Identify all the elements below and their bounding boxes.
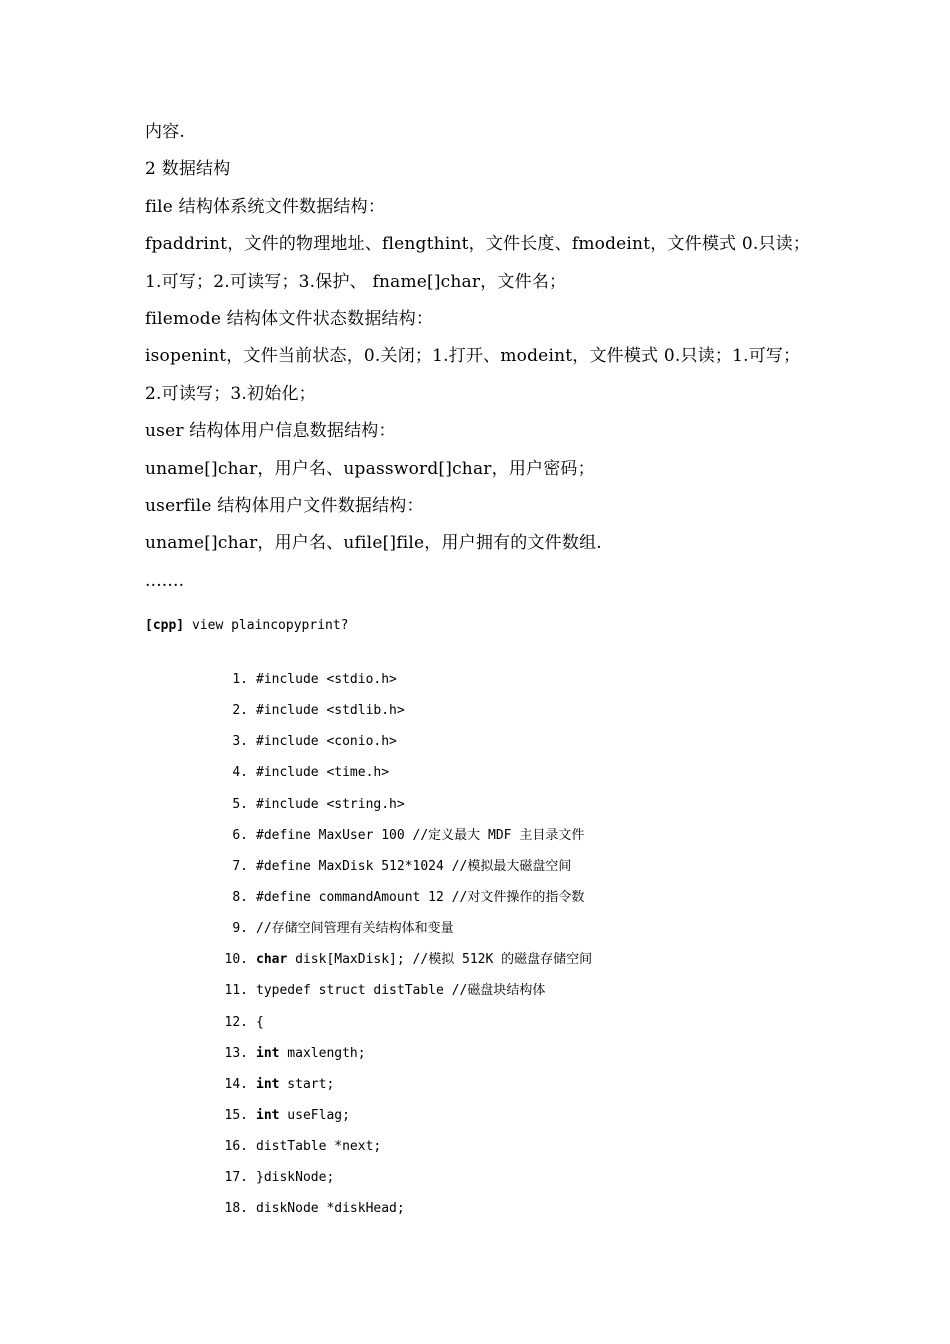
code-line — [200, 975, 592, 1006]
code-line — [200, 820, 592, 851]
line-number: 7. — [232, 858, 248, 874]
code-content: }diskNode; — [256, 1170, 335, 1186]
section-heading: 2 数据结构 — [145, 159, 231, 180]
code-text — [256, 1038, 366, 1069]
code-line — [200, 944, 592, 975]
code-content: #include <time.h> — [256, 765, 390, 781]
line-number: 9. — [232, 921, 248, 937]
code-content: #include <string.h> — [256, 796, 405, 812]
line-number: 10. — [224, 952, 248, 968]
code-text — [256, 664, 397, 695]
line-number: 11. — [224, 983, 248, 999]
code-line — [200, 664, 592, 695]
code-line — [200, 1038, 592, 1069]
code-line — [200, 1131, 592, 1162]
line-number: 16. — [224, 1139, 248, 1155]
line-number: 13. — [224, 1045, 248, 1061]
code-content: #include <conio.h> — [256, 734, 397, 750]
code-line — [200, 913, 592, 944]
code-block-header — [145, 616, 349, 636]
code-content: start; — [279, 1076, 335, 1092]
code-content: distTable *next; — [256, 1139, 382, 1155]
line-number: 4. — [232, 765, 248, 781]
code-content: #define MaxDisk 512*1024 //模拟最大磁盘空间 — [256, 858, 572, 874]
code-text — [256, 851, 571, 882]
code-text — [256, 913, 454, 944]
code-content: maxlength; — [279, 1045, 366, 1061]
code-keyword: int — [256, 1076, 280, 1092]
code-text — [256, 1162, 334, 1193]
code-content: { — [256, 1014, 264, 1030]
paragraph: filemode 结构体文件状态数据结构： — [145, 308, 434, 329]
code-keyword: char — [256, 952, 288, 968]
code-text — [256, 820, 584, 851]
code-text — [256, 1007, 264, 1038]
code-line — [200, 1069, 592, 1100]
code-text — [256, 789, 405, 820]
paragraph: fpaddrint，文件的物理地址、flengthint，文件长度、fmodeint，文件模式 0.只读； — [145, 234, 811, 255]
line-number: 8. — [232, 889, 248, 905]
code-keyword: int — [256, 1045, 280, 1061]
code-text — [256, 882, 584, 913]
paragraph: uname[]char，用户名、ufile[]file，用户拥有的文件数组. — [145, 533, 602, 554]
paragraph: isopenint，文件当前状态，0.关闭；1.打开、modeint，文件模式 0.只读；1.可写； — [145, 346, 801, 367]
code-line — [200, 789, 592, 820]
paragraph: 2.可读写；3.初始化； — [145, 383, 316, 404]
ellipsis: ....... — [145, 570, 185, 591]
code-content: //存储空间管理有关结构体和变量 — [256, 921, 454, 937]
code-line — [200, 1162, 592, 1193]
document-body — [145, 114, 825, 600]
code-line — [200, 726, 592, 757]
code-text — [256, 1131, 381, 1162]
code-text — [256, 975, 545, 1006]
code-text — [256, 757, 389, 788]
paragraph: userfile 结构体用户文件数据结构： — [145, 495, 424, 516]
code-keyword: int — [256, 1107, 280, 1123]
code-actions-links[interactable]: view plaincopyprint? — [191, 618, 349, 633]
paragraph: uname[]char，用户名、upassword[]char，用户密码； — [145, 458, 595, 479]
paragraph: 1.可写；2.可读写；3.保护、 fname[]char，文件名； — [145, 271, 567, 292]
line-number: 6. — [232, 827, 248, 843]
line-number: 2. — [232, 703, 248, 719]
line-number: 1. — [232, 672, 248, 687]
line-number: 3. — [232, 734, 248, 750]
code-text — [256, 944, 592, 975]
code-text — [256, 1069, 334, 1100]
code-content: #define commandAmount 12 //对文件操作的指令数 — [256, 889, 585, 905]
line-number: 12. — [224, 1014, 248, 1030]
line-number: 15. — [224, 1107, 248, 1123]
code-block — [200, 664, 592, 1225]
code-line — [200, 1007, 592, 1038]
code-line — [200, 695, 592, 726]
code-text — [256, 1100, 350, 1131]
line-number: 5. — [232, 796, 248, 812]
code-line — [200, 851, 592, 882]
code-line — [200, 757, 592, 788]
line-number: 18. — [224, 1201, 248, 1217]
code-language-label: [cpp] — [145, 618, 185, 633]
code-line — [200, 1193, 592, 1224]
paragraph: user 结构体用户信息数据结构： — [145, 421, 396, 442]
code-text — [256, 726, 397, 757]
paragraph: 内容. — [145, 122, 186, 142]
code-content: #include <stdio.h> — [256, 672, 397, 687]
code-text — [256, 1193, 405, 1224]
code-content: diskNode *diskHead; — [256, 1201, 405, 1217]
code-content: useFlag; — [279, 1107, 350, 1123]
code-content: #define MaxUser 100 //定义最大 MDF 主目录文件 — [256, 827, 585, 843]
paragraph: file 结构体系统文件数据结构： — [145, 196, 386, 217]
code-line — [200, 882, 592, 913]
code-content: disk[MaxDisk]; //模拟 512K 的磁盘存储空间 — [287, 952, 593, 968]
code-content: #include <stdlib.h> — [256, 703, 405, 719]
code-content: typedef struct distTable //磁盘块结构体 — [256, 983, 546, 999]
code-text — [256, 695, 405, 726]
line-number: 17. — [224, 1170, 248, 1186]
code-line — [200, 1100, 592, 1131]
line-number: 14. — [224, 1076, 248, 1092]
